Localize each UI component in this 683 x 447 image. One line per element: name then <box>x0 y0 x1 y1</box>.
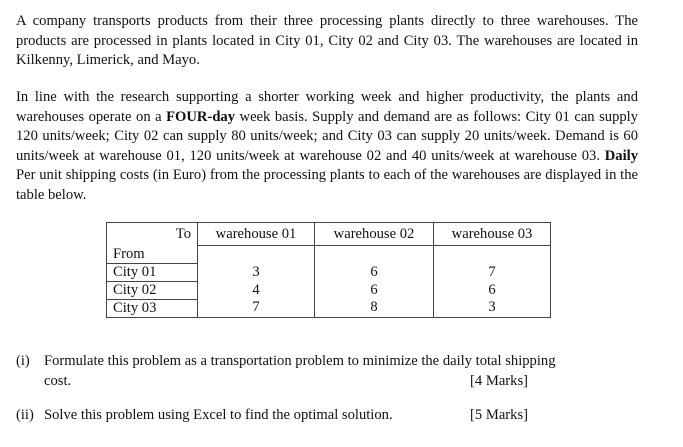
cell-city01-wh03: 7 <box>434 263 551 281</box>
details-bold-daily: Daily <box>604 147 638 164</box>
details-text-3: Per unit shipping costs (in Euro) from the processing plants to each of the warehouses are displayed in the table below. <box>16 167 638 203</box>
cell-city03-wh02: 8 <box>315 299 434 317</box>
question-1-text-line2: cost. <box>44 373 72 389</box>
to-label: To <box>107 223 198 246</box>
question-1-marks: [4 Marks] <box>470 373 528 389</box>
details-text-2: week basis. Supply and demand are as follows: City 01 can supply 120 units/week; City 02 can supply 80 units/week; and City 03 can supply 20 units/week. Demand is 60 units/week at warehouse 01, 120 units/week at warehouse 02 and 40 units/week at warehouse 03. <box>16 108 639 164</box>
cell-city02-wh03: 6 <box>434 281 551 299</box>
question-1-text-line1: Formulate this problem as a transportation problem to minimize the daily total shipping <box>44 353 556 369</box>
details-paragraph <box>16 88 638 206</box>
from-label-row <box>107 246 551 264</box>
table-row <box>107 299 551 317</box>
question-1-number: (i) <box>16 353 30 369</box>
cell-city02-wh02: 6 <box>315 281 434 299</box>
cell-city03-wh01: 7 <box>198 299 315 317</box>
cell-city01-wh01: 3 <box>198 263 315 281</box>
question-2-marks: [5 Marks] <box>470 407 528 423</box>
table-header-row <box>107 223 551 246</box>
column-header-warehouse-01: warehouse 01 <box>198 223 315 246</box>
intro-paragraph: A company transports products from their three processing plants directly to three warehouses. The products are processed in plants located in City 01, City 02 and City 03. The warehouses are located in Kilkenny, Limerick, and Mayo. <box>16 13 638 69</box>
cell-city03-wh03: 3 <box>434 299 551 317</box>
column-header-warehouse-02: warehouse 02 <box>315 223 434 246</box>
details-bold-four-day: FOUR-day <box>166 108 236 125</box>
details-text-1: In line with the research supporting a shorter working week and higher productivity, the plants and warehouses operate on a <box>16 89 638 125</box>
shipping-cost-table <box>106 222 551 318</box>
row-label-city-02: City 02 <box>107 281 198 299</box>
row-label-city-01: City 01 <box>107 263 198 281</box>
table-row <box>107 263 551 281</box>
question-2-number: (ii) <box>16 407 34 423</box>
question-2-text: Solve this problem using Excel to find the optimal solution. <box>44 407 393 423</box>
cell-city02-wh01: 4 <box>198 281 315 299</box>
column-header-warehouse-03: warehouse 03 <box>434 223 551 246</box>
cell-city01-wh02: 6 <box>315 263 434 281</box>
row-label-city-03: City 03 <box>107 299 198 317</box>
table-row <box>107 281 551 299</box>
from-label: From <box>107 246 198 264</box>
